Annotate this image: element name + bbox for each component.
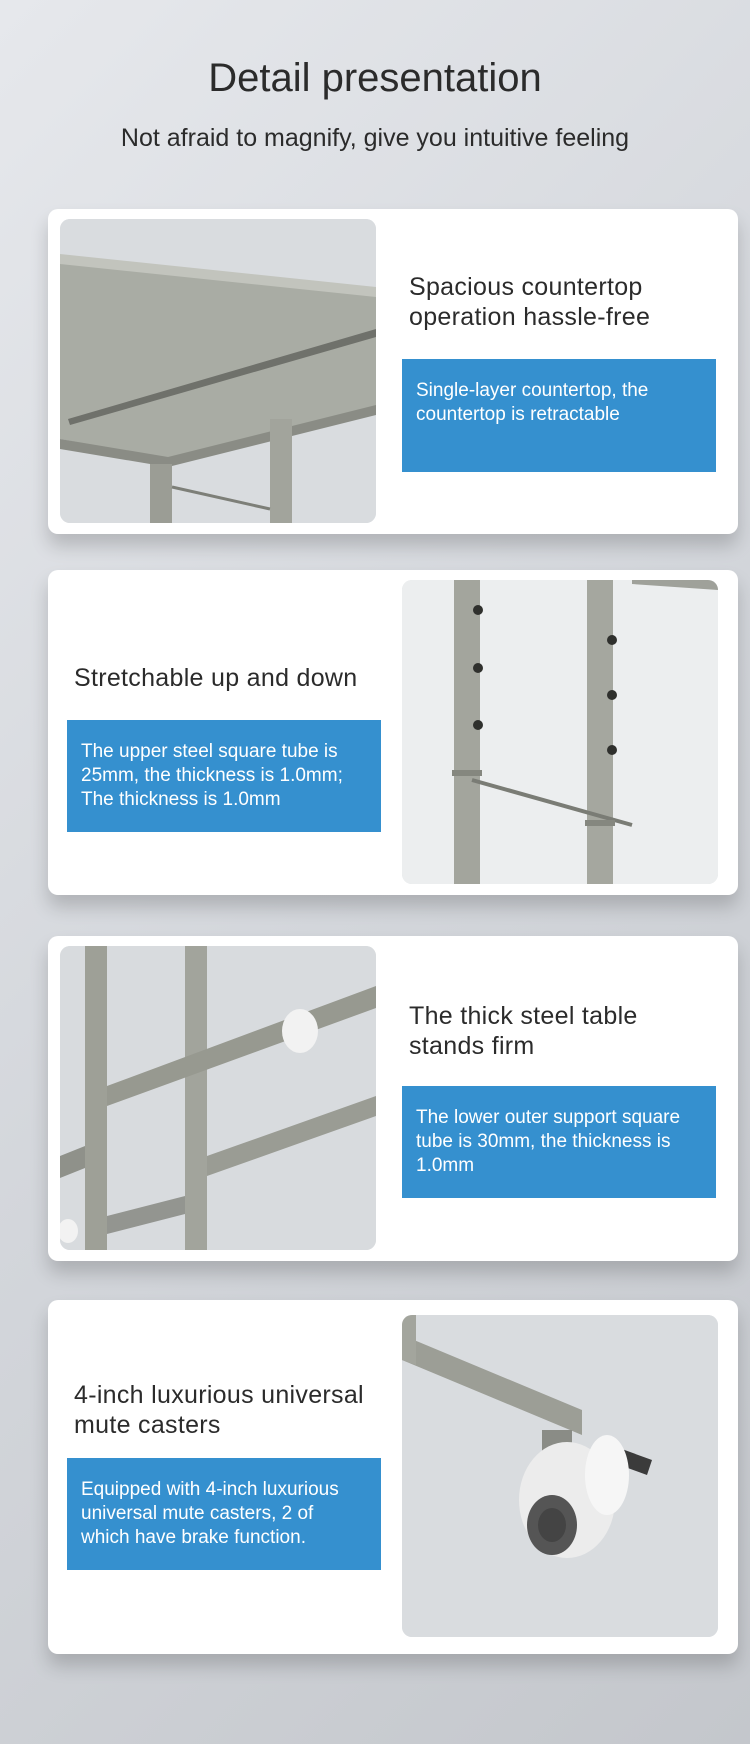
section-heading: Stretchable up and down xyxy=(74,664,358,692)
section-description: The lower outer support square tube is 30mm, the thickness is 1.0mm xyxy=(402,1086,716,1198)
adjustable-legs-photo xyxy=(402,580,718,884)
section-heading: Spacious countertop operation hassle-free xyxy=(409,273,651,331)
countertop-photo xyxy=(60,219,376,523)
section-description: Equipped with 4-inch luxurious universal mute casters, 2 of which have brake function. xyxy=(67,1458,381,1570)
caster-photo xyxy=(402,1315,718,1637)
detail-card-casters xyxy=(48,1300,738,1654)
page-title: Detail presentation xyxy=(208,56,542,100)
detail-card-adjustable xyxy=(48,570,738,895)
section-heading: 4-inch luxurious universal mute casters xyxy=(74,1381,364,1439)
section-description: Single-layer countertop, the countertop is retractable xyxy=(402,359,716,472)
detail-card-frame xyxy=(48,936,738,1261)
frame-photo xyxy=(60,946,376,1250)
page-subtitle: Not afraid to magnify, give you intuitive feeling xyxy=(120,124,630,152)
section-heading: The thick steel table stands firm xyxy=(409,1002,638,1060)
detail-card-countertop xyxy=(48,209,738,534)
section-description: The upper steel square tube is 25mm, the thickness is 1.0mm; The thickness is 1.0mm xyxy=(67,720,381,832)
